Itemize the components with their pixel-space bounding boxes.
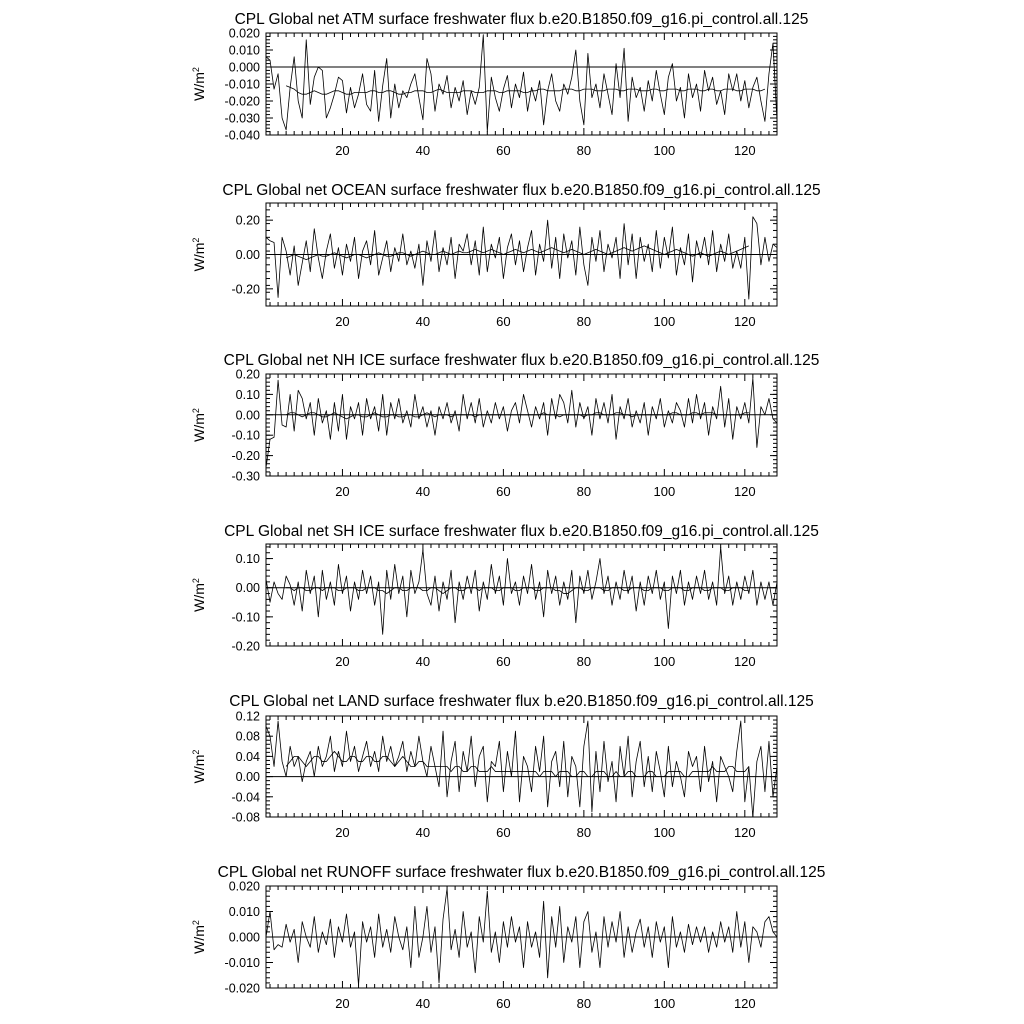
x-tick-label: 100 bbox=[653, 143, 676, 158]
y-tick-label: 0.000 bbox=[228, 930, 260, 945]
y-tick-label: -0.04 bbox=[231, 790, 260, 805]
y-tick-label: -0.010 bbox=[224, 956, 260, 970]
x-tick-label: 60 bbox=[496, 314, 511, 329]
y-tick-label: 0.00 bbox=[235, 408, 260, 423]
plot-frame bbox=[266, 374, 777, 476]
y-tick-label: 0.20 bbox=[235, 367, 260, 382]
y-axis-label: $W/m^2$ bbox=[191, 920, 207, 954]
y-tick-label: -0.020 bbox=[224, 981, 260, 996]
x-tick-label: 100 bbox=[653, 314, 676, 329]
chart-panel-5 bbox=[191, 693, 814, 840]
y-tick-label: 0.00 bbox=[235, 581, 260, 596]
y-tick-label: -0.08 bbox=[231, 810, 260, 825]
y-tick-label: -0.040 bbox=[224, 128, 260, 143]
y-tick-label: 0.010 bbox=[228, 905, 260, 919]
y-axis-label: $W/m^2$ bbox=[191, 408, 207, 442]
y-tick-label: 0.000 bbox=[228, 60, 260, 75]
y-axis-label: $W/m^2$ bbox=[191, 749, 207, 784]
y-tick-label: 0.20 bbox=[235, 213, 260, 228]
x-tick-label: 80 bbox=[576, 654, 592, 669]
x-tick-label: 20 bbox=[335, 484, 350, 499]
chart-panel-6 bbox=[191, 864, 825, 1011]
x-tick-label: 120 bbox=[733, 143, 756, 158]
plot-frame bbox=[266, 544, 777, 646]
x-tick-label: 80 bbox=[576, 484, 592, 499]
y-tick-label: 0.08 bbox=[235, 729, 260, 744]
y-tick-label: -0.20 bbox=[231, 639, 260, 654]
y-tick-label: 0.020 bbox=[228, 879, 260, 894]
chart-title: CPL Global net OCEAN surface freshwater flux b.e20.B1850.f09_g16.pi_control.all.125 bbox=[222, 182, 821, 199]
annual-series-line bbox=[266, 378, 777, 468]
x-tick-label: 120 bbox=[733, 825, 756, 840]
y-axis-label: $W/m^2$ bbox=[191, 237, 207, 272]
chart-title: CPL Global net ATM surface freshwater flux b.e20.B1850.f09_g16.pi_control.all.125 bbox=[234, 11, 809, 28]
chart-title: CPL Global net RUNOFF surface freshwater flux b.e20.B1850.f09_g16.pi_control.all.125 bbox=[217, 864, 826, 881]
y-axis-label: $W/m^2$ bbox=[191, 578, 207, 612]
x-tick-label: 60 bbox=[496, 825, 511, 840]
chart-title: CPL Global net NH ICE surface freshwater flux b.e20.B1850.f09_g16.pi_control.all.125 bbox=[223, 352, 820, 369]
x-tick-label: 40 bbox=[415, 996, 431, 1011]
y-tick-label: 0.12 bbox=[235, 709, 260, 724]
y-tick-label: 0.010 bbox=[228, 43, 260, 58]
x-tick-label: 20 bbox=[335, 143, 350, 158]
chart-panel-4 bbox=[191, 523, 819, 669]
x-tick-label: 20 bbox=[335, 996, 350, 1011]
x-tick-label: 20 bbox=[335, 825, 350, 840]
y-tick-label: -0.010 bbox=[224, 77, 260, 92]
y-tick-label: 0.00 bbox=[235, 770, 260, 785]
y-tick-label: -0.020 bbox=[224, 94, 260, 109]
chart-title: CPL Global net LAND surface freshwater flux b.e20.B1850.f09_g16.pi_control.all.125 bbox=[229, 693, 814, 710]
x-tick-label: 80 bbox=[576, 143, 592, 158]
y-axis-label: $W/m^2$ bbox=[191, 67, 207, 101]
x-tick-label: 80 bbox=[576, 314, 592, 329]
y-tick-label: -0.10 bbox=[231, 428, 260, 443]
x-tick-label: 60 bbox=[496, 654, 511, 669]
x-tick-label: 100 bbox=[653, 484, 676, 499]
chart-panel-1 bbox=[191, 11, 808, 158]
x-tick-label: 120 bbox=[733, 996, 756, 1011]
chart-title: CPL Global net SH ICE surface freshwater flux b.e20.B1850.f09_g16.pi_control.all.125 bbox=[224, 523, 819, 540]
y-tick-label: 0.020 bbox=[228, 26, 260, 41]
x-tick-label: 40 bbox=[415, 143, 431, 158]
x-tick-label: 80 bbox=[576, 825, 592, 840]
x-tick-label: 100 bbox=[653, 996, 676, 1011]
x-tick-label: 60 bbox=[496, 484, 511, 499]
y-tick-label: 0.04 bbox=[235, 749, 260, 764]
x-tick-label: 40 bbox=[415, 314, 431, 329]
x-tick-label: 100 bbox=[653, 825, 676, 840]
x-tick-label: 120 bbox=[733, 654, 756, 669]
x-tick-label: 60 bbox=[496, 143, 511, 158]
x-tick-label: 40 bbox=[415, 654, 431, 669]
y-tick-label: 0.10 bbox=[235, 552, 260, 567]
x-tick-label: 40 bbox=[415, 825, 431, 840]
y-tick-label: 0.10 bbox=[235, 387, 260, 402]
x-tick-label: 40 bbox=[415, 484, 431, 499]
x-tick-label: 100 bbox=[653, 654, 676, 669]
y-tick-label: -0.30 bbox=[231, 469, 260, 484]
x-tick-label: 80 bbox=[576, 996, 592, 1011]
annual-series-line bbox=[266, 721, 777, 817]
y-tick-label: -0.030 bbox=[224, 111, 260, 126]
x-tick-label: 20 bbox=[335, 314, 350, 329]
x-tick-label: 120 bbox=[733, 314, 756, 329]
x-tick-label: 60 bbox=[496, 996, 511, 1011]
annual-series-line bbox=[266, 35, 777, 132]
y-tick-label: -0.20 bbox=[231, 449, 260, 464]
chart-panel-2 bbox=[191, 182, 821, 329]
chart-panel-3 bbox=[191, 352, 819, 499]
y-tick-label: -0.10 bbox=[231, 610, 260, 625]
y-tick-label: 0.00 bbox=[235, 248, 260, 262]
x-tick-label: 120 bbox=[733, 484, 756, 499]
annual-series-line bbox=[266, 217, 777, 299]
x-tick-label: 20 bbox=[335, 654, 350, 669]
y-tick-label: -0.20 bbox=[231, 282, 260, 297]
